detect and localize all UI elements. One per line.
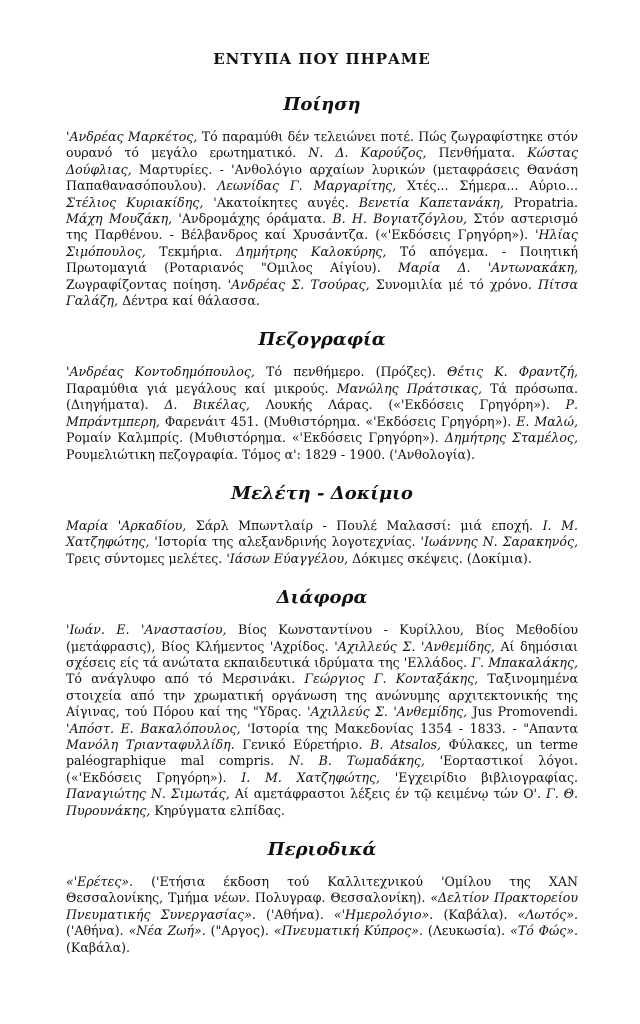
- entry-text: Jus Promovendi.: [467, 704, 578, 720]
- entry-text: 'Ακατοίκητες αυγές.: [203, 194, 359, 210]
- author-name: Θέτις Κ. Φραντζή,: [447, 364, 578, 380]
- author-name: «Τό Φώς».: [510, 923, 579, 939]
- entry-text: Μαρτυρίες. - 'Ανθολόγιο αρχαίων λυρικών (μεταφράσεις Θανάση Παπαθανασόπουλου).: [66, 161, 578, 194]
- entry-text: 'Εορταστικοί λόγοι. («'Εκδόσεις Γρηγόρη»).: [66, 753, 578, 785]
- entry-text: Κηρύγματα ελπίδας.: [150, 802, 285, 818]
- author-name: 'Ιάσων Εύαγγέλου,: [226, 550, 349, 566]
- entry-text: Αί αμετάφραστοι λέξεις έν τῷ κειμένῳ τών Ο'.: [229, 786, 546, 802]
- entry-text: Συνομιλία μέ τό χρόνο.: [369, 276, 538, 292]
- section-heading: Πεζογραφία: [258, 329, 386, 351]
- author-name: Μάχη Μουζάκη,: [66, 211, 173, 227]
- section-heading: Περιοδικά: [267, 839, 377, 860]
- author-name: Κώστας Δούφλιας,: [66, 145, 579, 177]
- entry-text: Φύλακες, un terme paléographique mal compris.: [66, 736, 578, 769]
- entry-text: Λουκής Λάρας. («'Εκδόσεις Γρηγόρη»).: [249, 397, 566, 413]
- entry-text: (Καβάλα).: [66, 939, 131, 955]
- section-heading: Διάφορα: [276, 587, 368, 609]
- entry-text: ('Ετήσια έκδοση τού Καλλιτεχνικού 'Ομίλου της ΧΑΝ Θεσσαλονίκης, Τμήμα νέων. Πολυγραφ. Θεσσαλονίκη).: [66, 874, 578, 906]
- section-body: [66, 874, 578, 956]
- entry-text: Τά πρόσωπα. (Διηγήματα).: [66, 380, 579, 413]
- author-name: 'Απόστ. Ε. Βακαλόπουλος,: [66, 720, 241, 736]
- author-name: 'Ανδρέας Σ. Τσούρας,: [227, 276, 370, 292]
- entry-text: 'Ανδρομάχης όράματα.: [172, 211, 333, 227]
- entry-text: Στόν αστερισμό της Παρθένου. - Βέλβανδρος καί Χρυσάντζα. («'Εκδόσεις Γρηγόρη»).: [66, 211, 578, 243]
- author-name: 'Ανδρέας Κοντοδημόπουλος,: [66, 364, 255, 380]
- entry-text: Δέντρα καί θάλασσα.: [118, 293, 260, 309]
- author-name: Γεώργιος Γ. Κονταξάκης,: [304, 671, 479, 687]
- author-name: «Πνευματική Κύπρος».: [273, 923, 423, 939]
- entry-text: Παραμύθια γιά μεγάλους καί μικρούς.: [66, 380, 337, 396]
- entry-text: Χτές... Σήμερα... Αύριο...: [396, 178, 578, 194]
- author-name: Ν. Β. Τωμαδάκης,: [288, 753, 425, 769]
- author-name: Μαρία Δ. 'Αντωνακάκη,: [397, 260, 578, 276]
- author-name: 'Ιωάν. Ε. 'Αναστασίου,: [66, 622, 227, 638]
- section-heading: Ποίηση: [283, 94, 361, 115]
- entry-text: Ζωγραφίζοντας ποίηση.: [66, 276, 228, 292]
- author-name: «Νέα Ζωή».: [128, 923, 206, 939]
- author-name: Παναγιώτης Ν. Σιμωτάς,: [66, 786, 230, 802]
- entry-text: ('Αθήνα).: [255, 906, 334, 922]
- entry-text: ('Αθήνα).: [66, 923, 129, 939]
- entry-text: Ρουμελιώτικη πεζογραφία. Τόμος α': 1829 - 1900. ('Ανθολογία).: [66, 446, 475, 462]
- author-name: Δημήτρης Σταμέλος,: [444, 430, 578, 446]
- author-name: Ι. Μ. Χατζηφώτης,: [66, 517, 578, 550]
- author-name: Μανώλης Πράτσικας,: [336, 380, 482, 396]
- section-body: [66, 364, 578, 462]
- author-name: Δημήτρης Καλοκύρης,: [236, 243, 387, 259]
- author-name: Ν. Δ. Καρούζος,: [308, 145, 427, 161]
- document-page: [66, 50, 578, 976]
- entry-text: Βίος Κωνσταντίνου - Κυρίλλου, Βίος Μεθοδίου (μετάφρασις), Βίος Κλήμεντος 'Αχρίδος.: [66, 622, 578, 654]
- author-name: 'Αχιλλεύς Σ. 'Ανθεμίδης,: [307, 704, 468, 720]
- entry-text: Τρεις σύντομες μελέτες.: [66, 550, 227, 566]
- entry-text: Τεκμήρια.: [145, 243, 237, 259]
- author-name: Πίτσα Γαλάζη,: [66, 276, 578, 309]
- entry-text: Αί δημόσιαι σχέσεις είς τά ανώτατα εκπαιδευτικά ιδρύματα της 'Ελλάδος.: [66, 638, 578, 670]
- entry-text: (Λευκωσία).: [423, 923, 511, 939]
- entry-text: Propatria.: [503, 194, 578, 210]
- section-body: [66, 518, 578, 567]
- author-name: «Λωτός».: [517, 906, 578, 922]
- section-heading: Μελέτη - Δοκίμιο: [231, 482, 413, 504]
- author-name: Ι. Μ. Χατζηφώτης,: [241, 769, 381, 785]
- author-name: 'Ανδρέας Μαρκέτος,: [66, 129, 198, 144]
- author-name: «'Ημερολόγιο».: [333, 906, 434, 922]
- author-name: 'Ηλίας Σιμόπουλος,: [66, 227, 578, 259]
- entry-text: Ρομαίν Καλμπρίς. (Μυθιστόρημα. «'Εκδόσεις Γρηγόρη»).: [66, 430, 445, 446]
- entry-text: 'Ιστορία της αλεξανδρινής λογοτεχνίας.: [149, 534, 421, 550]
- entry-text: Σάρλ Μπωντλαίρ - Πουλέ Μαλασσί: μιά εποχή.: [186, 517, 543, 533]
- entry-text: Τό απόγεμα. - Ποιητική Πρωτομαγιά (Ροταριανός "Ομιλος Αίγίου).: [66, 243, 578, 276]
- entry-text: (Καβάλα).: [433, 906, 518, 922]
- author-name: «Δελτίον Πρακτορείου Πνευματικής Συνεργασίας».: [66, 890, 578, 922]
- entry-text: 'Εγχειρίδιο βιβλιογραφίας.: [380, 769, 578, 785]
- author-name: Ε. Μαλώ,: [516, 413, 579, 429]
- entry-text: Δόκιμες σκέψεις. (Δοκίμια).: [348, 550, 532, 566]
- author-name: Βενετία Καπετανάκη,: [358, 194, 504, 210]
- section-body: [66, 129, 578, 309]
- author-name: 'Αχιλλεύς Σ. 'Ανθεμίδης,: [334, 638, 495, 654]
- author-name: 'Ιωάννης Ν. Σαρακηνός,: [420, 534, 578, 550]
- author-name: Γ. Μπακαλάκης,: [471, 654, 578, 670]
- entry-text: Γενικό Εύρετήριο.: [234, 736, 371, 752]
- author-name: Β. Η. Βογιατζόγλου,: [332, 211, 468, 227]
- sections-container: [66, 94, 578, 956]
- entry-text: Φαρενάιτ 451. (Μυθιστόρημα. «'Εκδόσεις Γρηγόρη»).: [159, 413, 517, 429]
- author-name: Λεωνίδας Γ. Μαργαρίτης,: [217, 178, 397, 194]
- entry-text: Ταξινομημένα στοιχεία από την χρωματική οργάνωση της ανώνυμης αρχιτεκτονικής της Αίγινας, τού Πόρου καί της "Υδρας.: [66, 671, 579, 720]
- entry-text: ("Αργος).: [205, 923, 274, 939]
- entry-text: Τό παραμύθι δέν τελειώνει ποτέ. Πώς ζωγραφίστηκε στόν ουρανό τό μεγάλο ερωτηματικό.: [66, 129, 578, 161]
- page-title: ΕΝΤΥΠΑ ΠΟΥ ΠΗΡΑΜΕ: [213, 50, 431, 68]
- author-name: Ρ. Μπράντμπερη,: [66, 397, 578, 429]
- author-name: Β. Atsalos,: [370, 736, 441, 752]
- author-name: Δ. Βικέλας,: [164, 397, 250, 413]
- entry-text: Πενθήματα.: [426, 145, 528, 161]
- section-body: [66, 622, 578, 819]
- author-name: Γ. Θ. Πυρουνάκης,: [66, 786, 578, 818]
- entry-text: Τό πενθήμερο. (Πρόζες).: [254, 364, 447, 380]
- author-name: Μανόλη Τριανταφυλλίδη.: [66, 736, 235, 752]
- author-name: Μαρία 'Αρκαδίου,: [66, 517, 187, 533]
- entry-text: Τό ανάγλυφο από τό Μερσινάκι.: [66, 671, 305, 687]
- author-name: Στέλιος Κυριακίδης,: [66, 194, 204, 210]
- entry-text: 'Ιστορία της Μακεδονίας 1354 - 1833. - "Απαντα: [240, 720, 578, 736]
- author-name: «'Ερέτες».: [66, 874, 134, 889]
